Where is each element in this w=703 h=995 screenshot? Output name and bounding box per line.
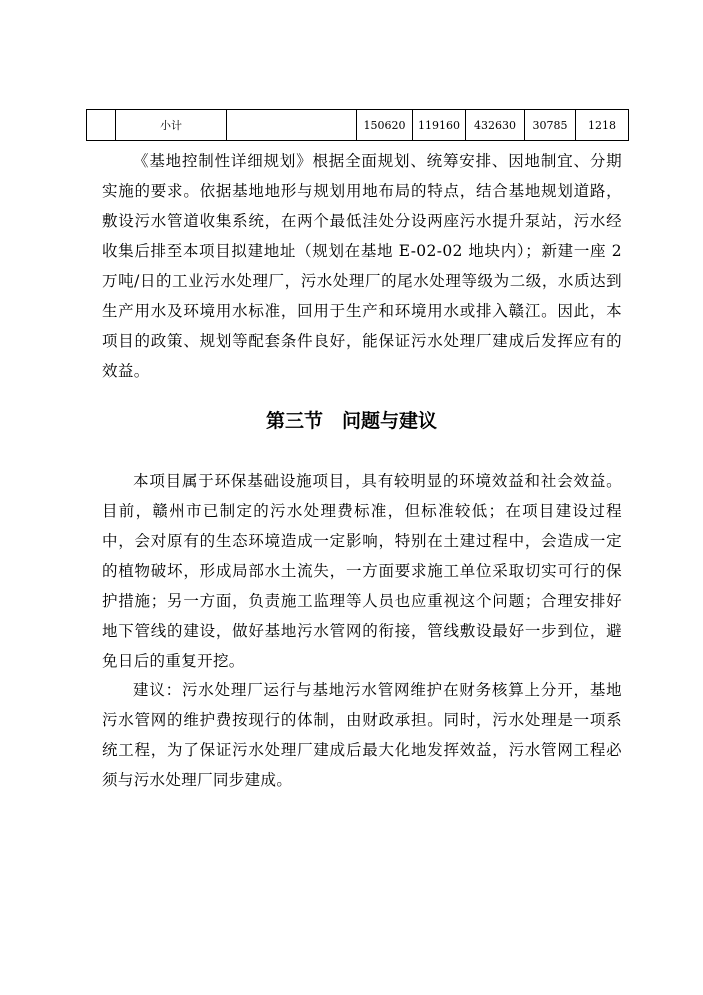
subtotal-value-5: 1218 xyxy=(576,110,629,141)
subtotal-value-2: 119160 xyxy=(413,110,466,141)
subtotal-value-4: 30785 xyxy=(525,110,576,141)
subtotal-label-cell: 小计 xyxy=(116,110,227,141)
subtotal-value-3: 432630 xyxy=(466,110,525,141)
table-row-subtotal xyxy=(87,110,629,141)
table-cell-blank xyxy=(87,110,116,141)
planning-paragraph: 《基地控制性详细规划》根据全面规划、统筹安排、因地制宜、分期实施的要求。依据基地地形与规划用地布局的特点，结合基地规划道路，敷设污水管道收集系统，在两个最低洼处分设两座污水提升泵站，污水经收集后排至本项目拟建地址（规划在基地 E-02-02 地块内）；新建一座 2 万吨/日的工业污水处理厂，污水处理厂的尾水处理等级为二级，水质达到生产用水及环境用水标准，回用于生产和环境用水或排入赣江。因此，本项目的政策、规划等配套条件良好，能保证污水处理厂建成后发挥应有的效益。 xyxy=(102,152,622,380)
suggestion-paragraph: 建议：污水处理厂运行与基地污水管网维护在财务核算上分开，基地污水管网的维护费按现行的体制，由财政承担。同时，污水处理是一项系统工程，为了保证污水处理厂建成后最大化地发挥效益，污水管网工程必须与污水处理厂同步建成。 xyxy=(102,681,622,789)
section-title: 第三节 问题与建议 xyxy=(265,410,437,432)
summary-table xyxy=(86,109,629,141)
issues-paragraph: 本项目属于环保基础设施项目，具有较明显的环境效益和社会效益。目前，赣州市已制定的污水处理费标准，但标准较低；在项目建设过程中，会对原有的生态环境造成一定影响，特别在土建过程中，会造成一定的植物破坏，形成局部水土流失，一方面要求施工单位采取切实可行的保护措施；另一方面，负责施工监理等人员也应重视这个问题；合理安排好地下管线的建设，做好基地污水管网的衔接，管线敷设最好一步到位，避免日后的重复开挖。 xyxy=(102,472,622,670)
subtotal-value-1: 150620 xyxy=(357,110,413,141)
table-cell-empty xyxy=(227,110,357,141)
